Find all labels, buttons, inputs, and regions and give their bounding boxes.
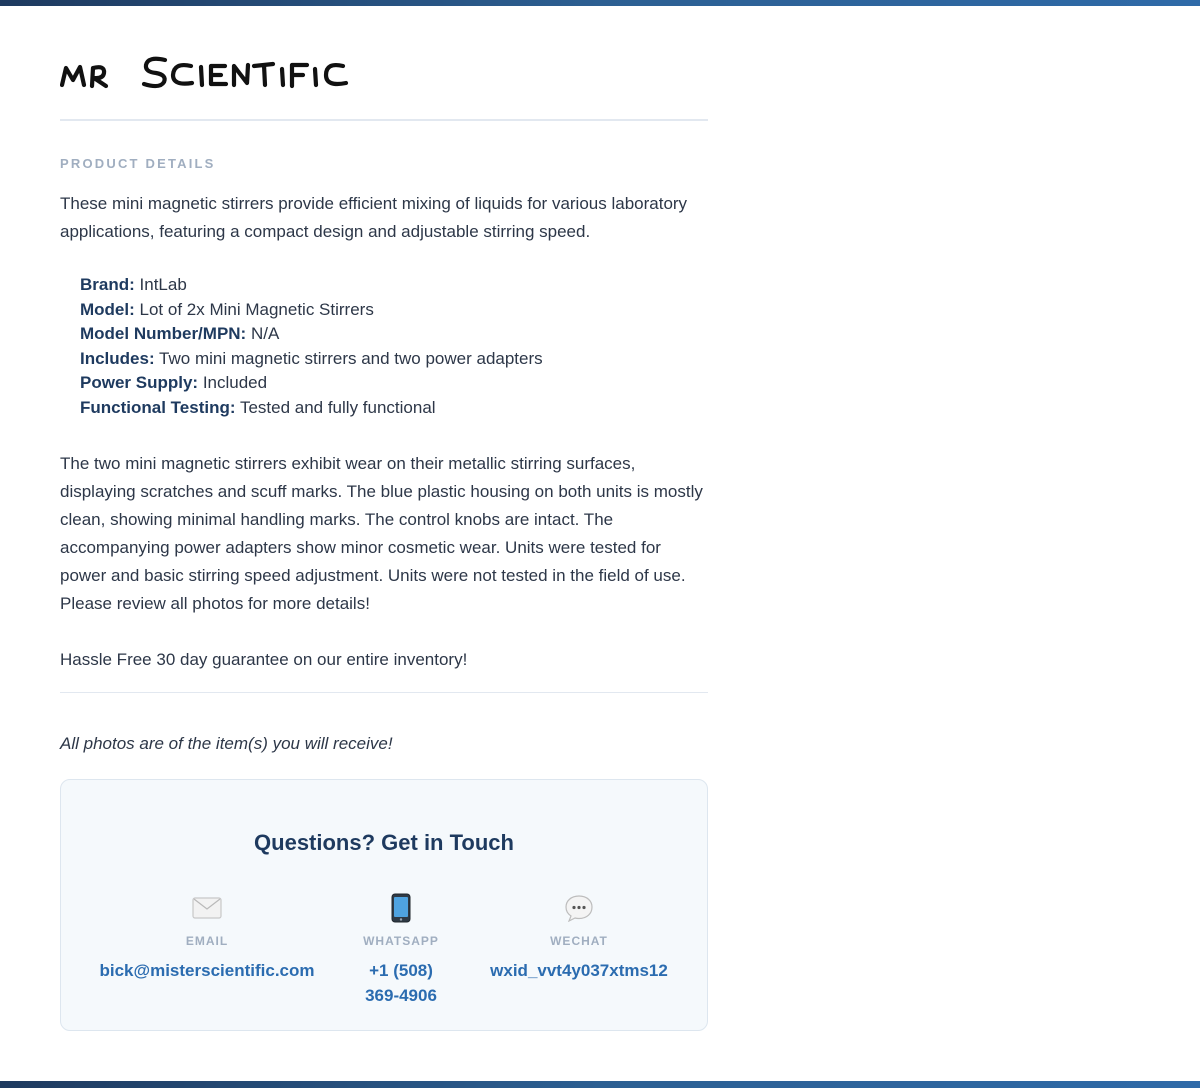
mobile-phone-icon xyxy=(351,892,451,924)
spec-key: Brand: xyxy=(80,275,135,294)
spec-item-power-supply xyxy=(80,371,543,396)
envelope-icon xyxy=(91,892,323,924)
spec-key: Model: xyxy=(80,299,135,319)
spec-key: Power Supply: xyxy=(80,373,199,393)
contact-title: Questions? Get in Touch xyxy=(254,830,514,855)
bottom-accent-bar xyxy=(0,1081,1200,1088)
contact-card xyxy=(60,779,708,1031)
spec-item-brand xyxy=(80,273,543,298)
wechat-label: WECHAT xyxy=(550,934,608,948)
header-divider xyxy=(60,119,708,121)
spec-value: Tested and fully functional xyxy=(239,397,436,417)
spec-item-model xyxy=(80,298,543,323)
contact-email xyxy=(91,892,323,983)
guarantee-text: Hassle Free 30 day guarantee on our entire inventory! xyxy=(60,650,468,669)
top-accent-bar xyxy=(0,0,1200,6)
brand-logo xyxy=(60,52,380,96)
photo-note: All photos are of the item(s) you will receive! xyxy=(60,734,393,753)
spec-item-mpn xyxy=(80,322,543,347)
spec-list xyxy=(80,273,543,421)
email-label: EMAIL xyxy=(185,934,229,948)
spec-value: Included xyxy=(202,373,268,393)
email-link[interactable]: bick@misterscientific.com xyxy=(99,961,315,980)
whatsapp-label: WHATSAPP xyxy=(363,934,439,948)
wechat-link[interactable]: wxid_vvt4y037xtms12 xyxy=(490,961,668,980)
product-description: These mini magnetic stirrers provide efficient mixing of liquids for various laboratory applications, featuring a compact design and adjustable stirring speed. xyxy=(60,194,688,241)
spec-value: IntLab xyxy=(139,275,187,294)
spec-key: Functional Testing: xyxy=(80,397,236,417)
chat-bubble-icon xyxy=(479,892,679,924)
whatsapp-link[interactable]: +1 (508) 369-4906 xyxy=(365,961,437,1005)
contact-whatsapp xyxy=(351,892,451,1008)
spec-key: Model Number/MPN: xyxy=(80,324,247,344)
spec-item-includes xyxy=(80,347,543,372)
spec-item-functional-testing xyxy=(80,396,543,421)
condition-description: The two mini magnetic stirrers exhibit wear on their metallic stirring surfaces, displaying scratches and scuff marks. The blue plastic housing on both units is mostly clean, showing minimal handling marks. The control knobs are intact. The accompanying power adapters show minor cosmetic wear. Units were tested for power and basic stirring speed adjustment. Units were not tested in the field of use. Please review all photos for more details! xyxy=(60,454,703,613)
contact-wechat xyxy=(479,892,679,983)
spec-value: N/A xyxy=(250,324,280,344)
spec-value: Two mini magnetic stirrers and two power adapters xyxy=(159,348,543,368)
section-label: PRODUCT DETAILS xyxy=(60,156,216,171)
spec-value: Lot of 2x Mini Magnetic Stirrers xyxy=(139,299,374,319)
section-divider xyxy=(60,692,708,693)
spec-key: Includes: xyxy=(80,348,155,368)
